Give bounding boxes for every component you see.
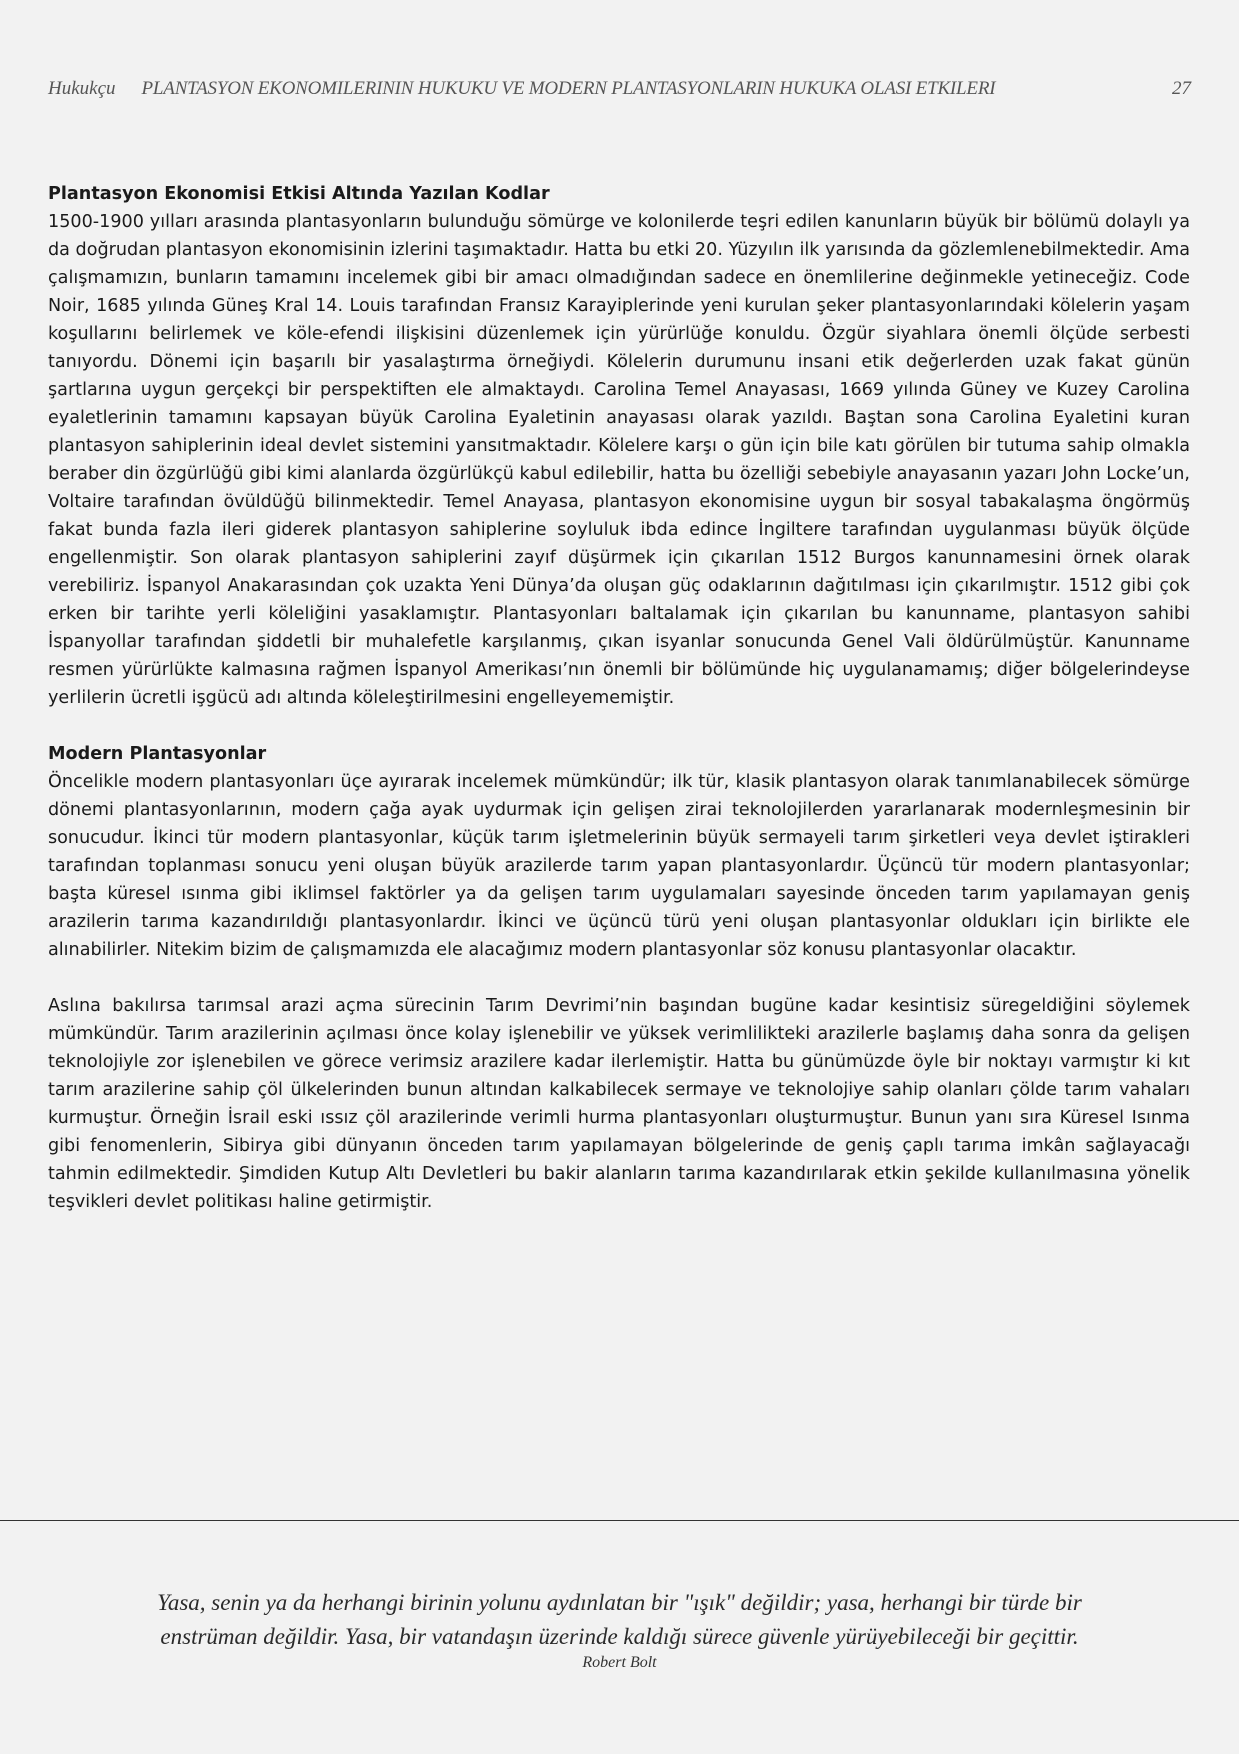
page-number: 27 xyxy=(1172,78,1191,99)
section-heading: Plantasyon Ekonomisi Etkisi Altında Yazılan Kodlar xyxy=(48,184,550,204)
paragraph: 1500-1900 yılları arasında plantasyonların bulunduğu sömürge ve kolonilerde teşri edilen kanunların büyük bir bölümü dolaylı ya da doğrudan plantasyon ekonomisinin izlerini taşımaktadır. Hatta bu etki 20. Yüzyılın ilk yarısında da gözlemlenebilmektedir. Ama çalışmamızın, bunların tamamını incelemek gibi bir amacı olmadığından sadece en önemlilerine değinmekle yetineceğiz. Code Noir, 1685 yılında Güneş Kral 14. Louis tarafından Fransız Karayiplerinde yeni kurulan şeker plantasyonlarındaki kölelerin yaşam koşullarını belirlemek ve köle-efendi ilişkisini düzenlemek için yürürlüğe konuldu. Özgür siyahlara önemli ölçüde serbesti tanıyordu. Dönemi için başarılı bir yasalaştırma örneğiydi. Kölelerin durumunu insani etik değerlerden uzak fakat günün şartlarına uygun gerçekçi bir perspektiften ele almaktaydı. Carolina Temel Anayasası, 1669 yılında Güney ve Kuzey Carolina eyaletlerinin tamamını kapsayan büyük Carolina Eyaletinin anayasası olarak yazıldı. Baştan sona Carolina Eyaletini kuran plantasyon sahiplerinin ideal devlet sistemini yansıtmaktadır. Kölelere karşı o gün için bile katı görülen bir tutuma sahip olmakla beraber din özgürlüğü gibi kimi alanlarda özgürlükçü kabul edilebilir, hatta bu özelliği sebebiyle anayasanın yazarı John Locke’un, Voltaire tarafından övüldüğü bilinmektedir. Temel Anayasa, plantasyon ekonomisine uygun bir sosyal tabakalaşma öngörmüş fakat bunda fazla ileri giderek plantasyon sahiplerine soyluluk ibda edince İngiltere tarafından uygulanması büyük ölçüde engellenmiştir. Son olarak plantasyon sahiplerini zayıf düşürmek için çıkarılan 1512 Burgos kanunnamesini örnek olarak verebiliriz. İspanyol Anakarasından çok uzakta Yeni Dünya’da oluşan güç odaklarının dağıtılması için çıkarılmıştır. 1512 gibi çok erken bir tarihte yerli köleliğini yasaklamıştır. Plantasyonları baltalamak için çıkarılan bu kanunname, plantasyon sahibi İspanyollar tarafından şiddetli bir muhalefetle karşılanmış, çıkan isyanlar sonucunda Genel Vali öldürülmüştür. Kanunname resmen yürürlükte kalmasına rağmen İspanyol Amerikası’nın önemli bir bölümünde hiç uygulanamamış; diğer bölgelerindeyse yerlilerin ücretli işgücü adı altında köleleştirilmesini engelleyememiştir. xyxy=(48,212,1190,708)
page-header xyxy=(48,78,1191,108)
paragraph: Öncelikle modern plantasyonları üçe ayırarak incelemek mümkündür; ilk tür, klasik plantasyon olarak tanımlanabilecek sömürge dönemi plantasyonlarının, modern çağa ayak uydurmak için gelişen zirai teknolojilerden yararlanarak modernleşmesinin bir sonucudur. İkinci tür modern plantasyonlar, küçük tarım işletmelerinin büyük sermayeli tarım şirketleri veya devlet iştirakleri tarafından toplanması sonucu yeni oluşan büyük arazilerde tarım yapan plantasyonlardır. Üçüncü tür modern plantasyonlar; başta küresel ısınma gibi iklimsel faktörler ya da gelişen tarım uygulamaları sayesinde önceden tarım yapılamayan geniş arazilerin tarıma kazandırıldığı plantasyonlardır. İkinci ve üçüncü türü yeni oluşan plantasyonlar oldukları için birlikte ele alınabilirler. Nitekim bizim de çalışmamızda ele alacağımız modern plantasyonlar söz konusu plantasyonlar olacaktır. xyxy=(48,772,1190,960)
article-body xyxy=(48,180,1190,1216)
journal-name: Hukukçu xyxy=(48,78,116,99)
section-heading: Modern Plantasyonlar xyxy=(48,744,267,764)
running-title: PLANTASYON EKONOMILERININ HUKUKU VE MODERN PLANTASYONLARIN HUKUKA OLASI ETKILERI xyxy=(141,78,996,99)
quote-author: Robert Bolt xyxy=(582,1654,657,1671)
footer-quote xyxy=(100,1586,1139,1654)
quote-line: Yasa, senin ya da herhangi birinin yolunu aydınlatan bir "ışık" değildir; yasa, herhangi bir türde bir xyxy=(157,1590,1082,1615)
footer-divider xyxy=(0,1520,1239,1521)
paragraph: Aslına bakılırsa tarımsal arazi açma sürecinin Tarım Devrimi’nin başından bugüne kadar kesintisiz süregeldiğini söylemek mümkündür. Tarım arazilerinin açılması önce kolay işlenebilir ve yüksek verimlilikteki arazilerle başlamış daha sonra da gelişen teknolojiyle zor işlenebilen ve görece verimsiz arazilere kadar ilerlemiştir. Hatta bu günümüzde öyle bir noktayı varmıştır ki kıt tarım arazilerine sahip çöl ülkelerinden bunun altından kalkabilecek sermaye ve teknolojiye sahip olanları çölde tarım vahaları kurmuştur. Örneğin İsrail eski ıssız çöl arazilerinde verimli hurma plantasyonları oluşturmuştur. Bunun yanı sıra Küresel Isınma gibi fenomenlerin, Sibirya gibi dünyanın önceden tarım yapılamayan bölgelerinde de geniş çaplı tarıma imkân sağlayacağı tahmin edilmektedir. Şimdiden Kutup Altı Devletleri bu bakir alanların tarıma kazandırılarak etkin şekilde kullanılmasına yönelik teşvikleri devlet politikası haline getirmiştir. xyxy=(48,996,1190,1212)
quote-line: enstrüman değildir. Yasa, bir vatandaşın üzerinde kaldığı sürece güvenle yürüyebileceği bir geçittir. xyxy=(160,1624,1079,1649)
